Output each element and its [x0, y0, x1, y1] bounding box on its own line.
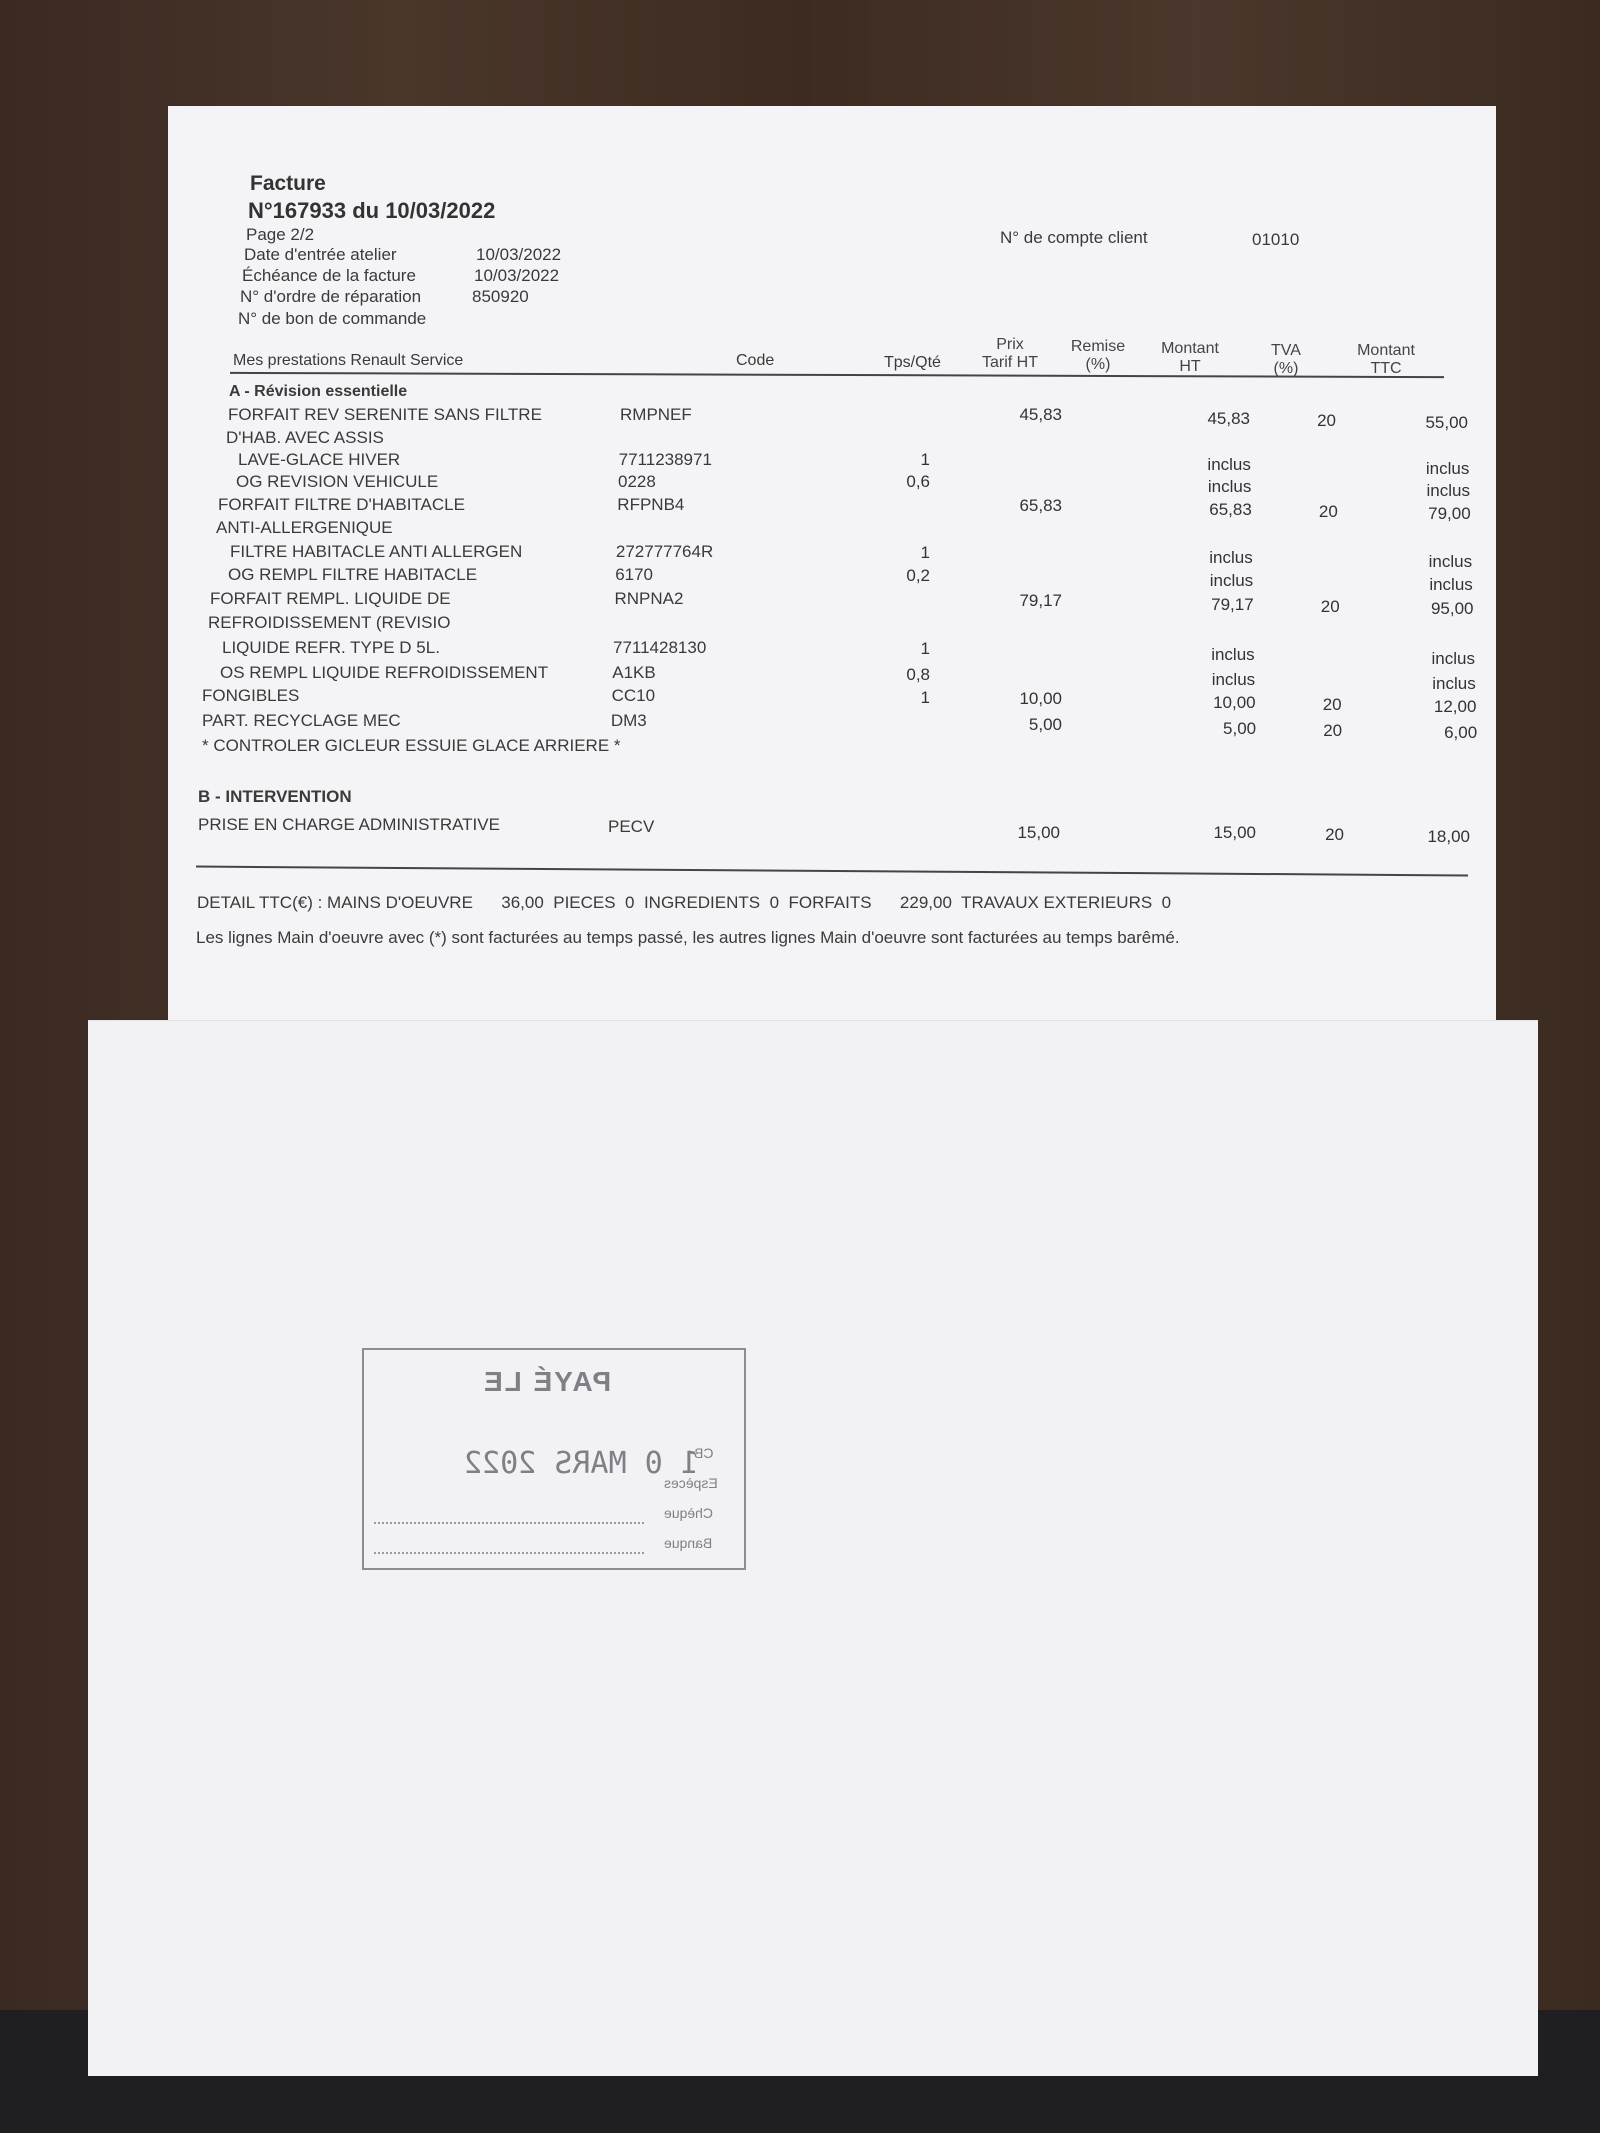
row-amount-ttc: 55,00	[1425, 413, 1468, 432]
row-code: 6170	[615, 565, 654, 584]
stamp-title: PAYÉ LE	[482, 1366, 612, 1397]
row-price: 65,83	[1019, 496, 1062, 516]
header-code: Code	[736, 352, 775, 369]
row-description: LAVE-GLACE HIVER	[238, 450, 401, 469]
stamp-option-cheque: Chèque	[664, 1505, 714, 1521]
header-vat	[1246, 342, 1326, 378]
header-amount-ht	[1150, 340, 1230, 376]
row-description: FORFAIT FILTRE D'HABITACLE	[218, 495, 465, 514]
header-qty: Tps/Qté	[884, 354, 941, 371]
row-amount-ht: 45,83	[1207, 409, 1250, 428]
row-amount-ttc: 6,00	[1444, 722, 1478, 742]
row-vat: 20	[1323, 720, 1343, 740]
account-value: 01010	[1252, 230, 1300, 249]
row-description: FONGIBLES	[202, 686, 300, 705]
row-vat: 20	[1320, 597, 1340, 617]
row-vat: 20	[1322, 695, 1342, 715]
row-amount-ht: inclus	[1209, 547, 1253, 567]
header-price-line1: Prix	[996, 336, 1024, 353]
field-label-purchase-order: N° de bon de commande	[238, 309, 427, 328]
row-code: A1KB	[612, 663, 656, 682]
row-description: LIQUIDE REFR. TYPE D 5L.	[222, 638, 440, 657]
header-amount-ttc	[1346, 342, 1426, 378]
row-amount-ht: 10,00	[1213, 693, 1256, 713]
section-a-title: A - Révision essentielle	[229, 383, 408, 400]
field-value-repair-order: 850920	[472, 287, 529, 306]
row-code: DM3	[610, 711, 647, 730]
row-amount-ht: inclus	[1211, 644, 1255, 664]
row-amount-ttc: 95,00	[1430, 599, 1474, 619]
row-vat: 20	[1318, 502, 1338, 522]
row-amount-ttc: 18,00	[1427, 827, 1470, 846]
stamp-date: 1 0 MARS 2022	[464, 1446, 699, 1481]
row-qty: 1	[920, 639, 930, 659]
page-indicator: Page 2/2	[246, 225, 315, 244]
row-description: FORFAIT REV SERENITE SANS FILTRE	[228, 405, 542, 424]
field-value-entry-date: 10/03/2022	[476, 245, 562, 264]
footer-note: Les lignes Main d'oeuvre avec (*) sont facturées au temps passé, les autres lignes Main d'oeuvre sont facturées au temps barêmé.	[196, 928, 1180, 947]
header-price-line2: Tarif HT	[982, 354, 1038, 371]
row-code: CC10	[611, 686, 656, 705]
row-description: PRISE EN CHARGE ADMINISTRATIVE	[198, 815, 500, 834]
row-qty: 0,2	[906, 565, 930, 585]
footer-detail: DETAIL TTC(€) : MAINS D'OEUVRE 36,00 PIECES 0 INGREDIENTS 0 FORFAITS 229,00 TRAVAUX EXTERIEURS 0	[197, 893, 1172, 912]
stamp-option-cb: CB	[694, 1445, 714, 1461]
invoice-title: Facture	[250, 172, 326, 195]
row-code: RFPNB4	[617, 495, 685, 514]
row-vat: 20	[1317, 411, 1336, 430]
row-price: 10,00	[1019, 689, 1062, 709]
header-amount-ht-line2: HT	[1179, 358, 1201, 375]
row-description: ANTI-ALLERGENIQUE	[216, 518, 393, 537]
row-code: 7711428130	[613, 638, 707, 657]
row-description: * CONTROLER GICLEUR ESSUIE GLACE ARRIERE *	[202, 736, 621, 755]
row-description: OG REMPL FILTRE HABITACLE	[228, 565, 478, 584]
account-label: N° de compte client	[1000, 228, 1148, 247]
row-description: PART. RECYCLAGE MEC	[202, 711, 401, 730]
header-discount	[1058, 338, 1138, 374]
row-amount-ht: 79,17	[1211, 595, 1254, 615]
header-service: Mes prestations Renault Service	[233, 352, 464, 369]
row-description: D'HAB. AVEC ASSIS	[226, 428, 384, 447]
row-price: 5,00	[1028, 714, 1062, 734]
row-amount-ttc: inclus	[1428, 551, 1473, 571]
field-label-due-date: Échéance de la facture	[242, 266, 416, 285]
row-amount-ttc: inclus	[1426, 480, 1470, 500]
field-label-repair-order: N° d'ordre de réparation	[240, 287, 422, 306]
row-qty: 1	[920, 450, 930, 470]
row-amount-ttc: 12,00	[1433, 697, 1477, 717]
row-amount-ht: inclus	[1209, 570, 1254, 590]
row-qty: 0,6	[906, 472, 930, 492]
header-amount-ttc-line2: TTC	[1370, 360, 1402, 377]
row-amount-ht: 5,00	[1223, 718, 1257, 738]
row-price: 45,83	[1019, 405, 1062, 424]
row-amount-ttc: 79,00	[1428, 504, 1471, 524]
header-discount-line1: Remise	[1070, 338, 1126, 355]
row-amount-ht: 15,00	[1213, 823, 1256, 842]
row-price: 15,00	[1017, 823, 1060, 842]
row-amount-ht: inclus	[1211, 670, 1256, 690]
row-qty: 1	[920, 542, 930, 562]
row-price: 79,17	[1019, 591, 1062, 611]
row-description: FILTRE HABITACLE ANTI ALLERGEN	[230, 542, 523, 561]
invoice-number: N°167933 du 10/03/2022	[248, 198, 496, 223]
field-value-due-date: 10/03/2022	[474, 266, 560, 285]
stamp-dotted-line-1	[374, 1522, 644, 1524]
row-code: RMPNEF	[620, 405, 692, 424]
row-code: 272777764R	[615, 542, 714, 561]
row-qty: 0,8	[906, 664, 930, 684]
header-amount-ttc-line1: Montant	[1357, 342, 1415, 359]
row-amount-ttc: inclus	[1429, 574, 1473, 594]
row-amount-ttc: inclus	[1431, 648, 1475, 668]
header-vat-line1: TVA	[1271, 342, 1301, 359]
row-amount-ht: 65,83	[1209, 500, 1252, 520]
row-description: FORFAIT REMPL. LIQUIDE DE	[210, 589, 451, 608]
payment-stamp	[362, 1348, 746, 1570]
header-amount-ht-line1: Montant	[1161, 340, 1219, 357]
header-discount-line2: (%)	[1085, 356, 1111, 373]
row-description: REFROIDISSEMENT (REVISIO	[208, 613, 451, 632]
row-qty: 1	[920, 687, 930, 707]
row-amount-ht: inclus	[1207, 454, 1251, 474]
row-code: PECV	[608, 817, 655, 836]
row-amount-ttc: inclus	[1432, 674, 1476, 694]
row-code: RNPNA2	[614, 589, 684, 608]
field-label-entry-date: Date d'entrée atelier	[244, 245, 397, 264]
row-description: OS REMPL LIQUIDE REFROIDISSEMENT	[220, 663, 549, 682]
row-amount-ht: inclus	[1207, 476, 1252, 496]
row-vat: 20	[1325, 825, 1344, 844]
row-code: 0228	[617, 472, 656, 491]
row-code: 7711238971	[618, 450, 712, 469]
row-amount-ttc: inclus	[1425, 458, 1470, 478]
invoice-sheet-lower	[88, 1020, 1538, 2076]
header-price	[970, 336, 1050, 372]
stamp-option-especes: Espèces	[664, 1475, 718, 1491]
stamp-dotted-line-2	[374, 1552, 644, 1554]
stamp-option-banque: Banque	[664, 1535, 713, 1551]
section-b-title: B - INTERVENTION	[198, 787, 352, 806]
row-description: OG REVISION VEHICULE	[236, 472, 439, 491]
header-vat-line2: (%)	[1273, 360, 1299, 377]
